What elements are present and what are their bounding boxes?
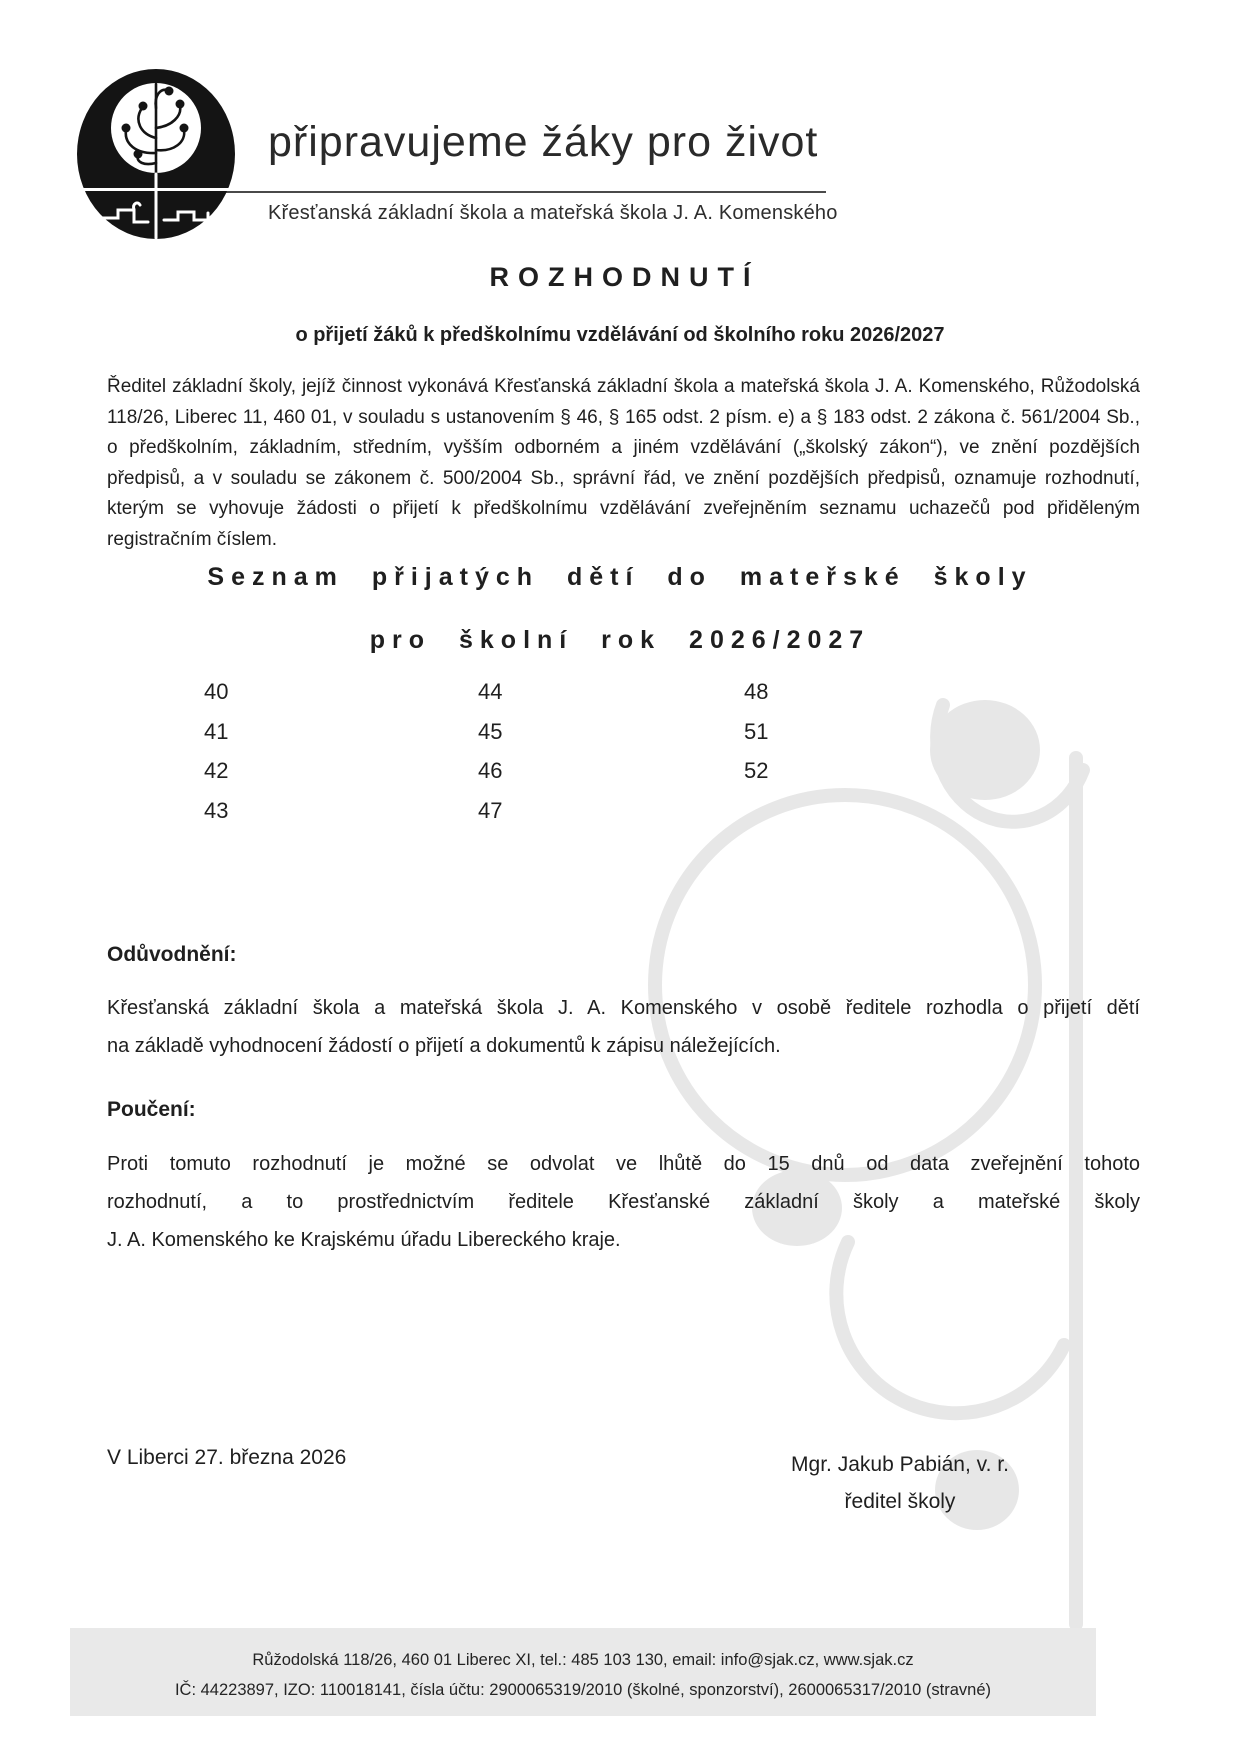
registration-number: 48	[744, 679, 769, 704]
registration-number: 41	[204, 718, 229, 744]
footer-contact-line: Růžodolská 118/26, 460 01 Liberec XI, tel.: 485 103 130, email: info@sjak.cz, www.sjak.cz	[252, 1651, 914, 1669]
appeal-notice-line: Proti tomuto rozhodnutí je možné se odvolat ve lhůtě do 15 dnů od data zveřejnění tohoto	[107, 1153, 1140, 1175]
registration-number: 51	[744, 718, 769, 744]
registration-number: 46	[478, 758, 503, 783]
registration-number: 52	[744, 758, 769, 783]
justification-line: na základě vyhodnocení žádostí o přijetí a dokumentů k zápisu náležejících.	[107, 1034, 781, 1057]
intro-paragraph	[107, 372, 1140, 556]
appeal-notice-heading: Poučení:	[107, 1098, 196, 1121]
registration-number: 44	[478, 679, 503, 704]
footer	[70, 1628, 1096, 1716]
numbers-column-3	[744, 672, 768, 791]
document-title: ROZHODNUTÍ	[489, 262, 760, 292]
signatory-name: Mgr. Jakub Pabián, v. r.	[791, 1453, 1009, 1476]
footer-ids-line: IČ: 44223897, IZO: 110018141, čísla účtu: 2900065319/2010 (školné, sponzorství), 2600065317/2010 (stravné)	[174, 1681, 992, 1699]
document-subtitle: o přijetí žáků k předškolnímu vzdělávání od školního roku 2026/2027	[295, 324, 945, 346]
registration-number: 40	[204, 679, 229, 704]
school-logo	[76, 68, 236, 240]
intro-line: předpisů, a v souladu se zákonem č. 500/2004 Sb., správní řád, ve znění pozdějších předpisů, oznamuje rozhodnutí,	[107, 467, 1140, 489]
appeal-notice-line: rozhodnutí, a to prostřednictvím ředitele Křesťanské základní školy a mateřské školy	[107, 1191, 1140, 1213]
intro-line: Ředitel základní školy, jejíž činnost vykonává Křesťanská základní škola a mateřská škola J. A. Komenského, Růžodolská	[107, 376, 1140, 397]
place-and-date: V Liberci 27. března 2026	[107, 1446, 347, 1469]
appeal-notice-paragraph	[107, 1145, 1140, 1259]
justification-paragraph	[107, 990, 1140, 1065]
intro-line: registračním číslem.	[107, 528, 277, 550]
accepted-list-heading: Seznam přijatých dětí do mateřské školy	[207, 563, 1033, 591]
numbers-column-1	[204, 672, 228, 830]
school-name: Křesťanská základní škola a mateřská škola J. A. Komenského	[268, 202, 838, 224]
appeal-notice-line: J. A. Komenského ke Krajskému úřadu Libereckého kraje.	[107, 1229, 621, 1251]
signatory-role: ředitel školy	[844, 1490, 956, 1513]
justification-line: Křesťanská základní škola a mateřská škola J. A. Komenského v osobě ředitele rozhodla o přijetí dětí	[107, 997, 1140, 1019]
accepted-list-subheading: pro školní rok 2026/2027	[369, 626, 871, 654]
registration-number: 42	[204, 758, 229, 783]
registration-number: 47	[478, 797, 503, 823]
registration-number: 45	[478, 718, 503, 744]
signature-block	[690, 1446, 1110, 1520]
intro-line: 118/26, Liberec 11, 460 01, v souladu s ustanovením § 46, § 165 odst. 2 písm. e) a § 183 odst. 2 zákona č. 561/2004 Sb.,	[107, 406, 1140, 428]
numbers-column-2	[478, 672, 502, 830]
intro-line: o předškolním, základním, středním, vyšším odborném a jiném vzdělávání („školský zákon“), ve znění pozdějších	[107, 437, 1140, 459]
justification-heading: Odůvodnění:	[107, 943, 237, 966]
school-slogan: připravujeme žáky pro život	[268, 118, 819, 166]
intro-line: kterým se vyhovuje žádosti o přijetí k předškolnímu vzdělávání zveřejněním seznamu uchazečů pod přiděleným	[107, 498, 1140, 520]
accepted-numbers-table	[0, 672, 1240, 827]
registration-number: 43	[204, 797, 229, 823]
